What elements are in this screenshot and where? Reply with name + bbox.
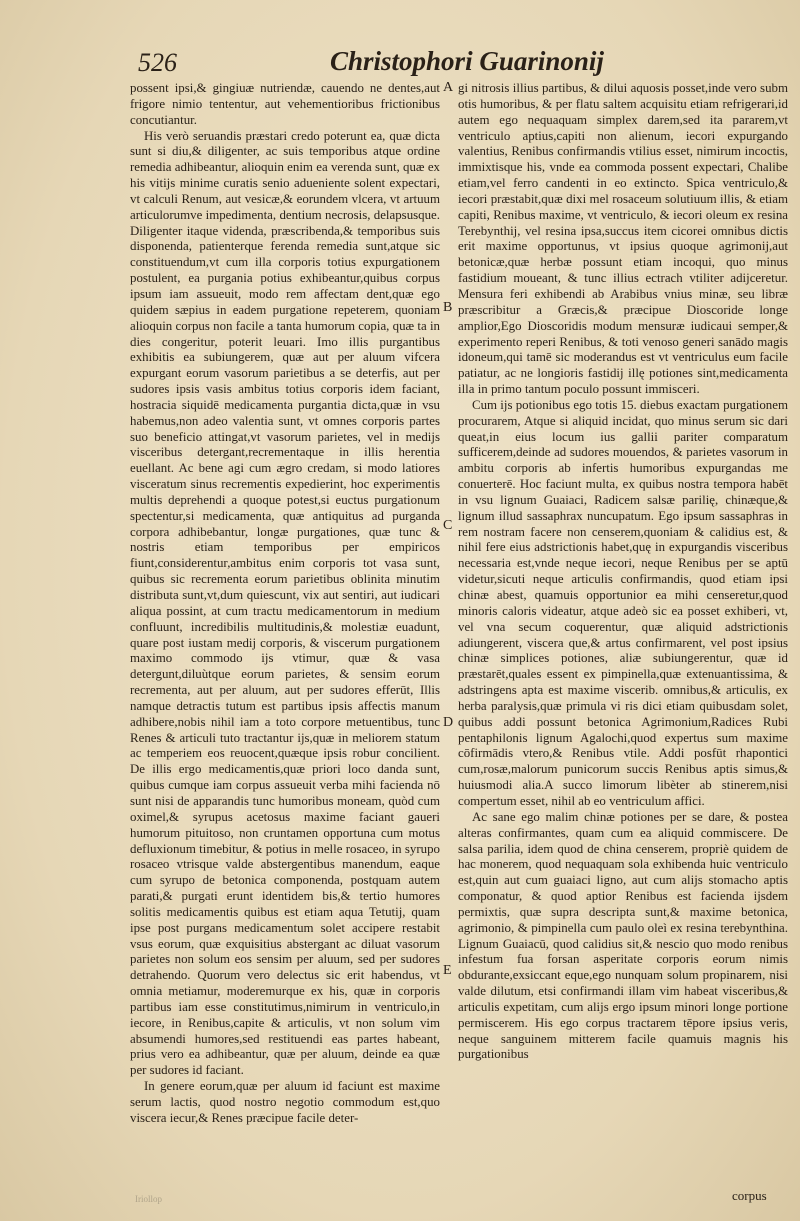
margin-letter-e: E (443, 963, 452, 978)
margin-letter-c: C (443, 518, 453, 533)
left-paragraph: In genere eorum,quæ per aluum id faciunt est maxime serum lactis, quod nostro negotio commodum est,quo viscera iecur,& Renes præcipue facile deter- (130, 1079, 440, 1125)
margin-letter-d: D (443, 715, 454, 730)
page-number: 526 (138, 48, 177, 77)
right-paragraph: Cum ijs potionibus ego totis 15. diebus exactam purgationem procurarem, Atque si aliquid incidat, quo minus serum sic dari queat,in eius locum ius gallii pariter comparatum sufficerem,deinde ad sudores mouendos, & parietes vasorum in ambitu corporis ab infertis humoribus expurgandas me conuerterē. Hoc faciunt multa, ex quibus nostra tempora habēt in vsu lignum Guaiaci, Radicem salsæ parilię, chinæque,& lignum illud sassaphrax nuncupatum. Ego ipsum sassaphras in rem nostram facere non censerem,quoniam & calidius est, & nihil fere eius adstrictionis habet,quę in expurgandis visceribus necessaria est,vnde neque iecori, neque Renibus per se aptū videtur,sicuti neque articulis confirmandis, quod etiam ipsi chinæ abest, quamuis opportunior ea mihi censeretur,quod minoris caloris videatur, atque adeò sic ea posset exhiberi, vt, vel vna secum coquerentur, quæ aliquid adstrictionis adiungerent, viscera que,& artus confirmarent, vel post ipsius chinæ simplices potiones, aliæ subiungerentur, quæ id præstarēt,quales essent ex pimpinella,quæ extenuantissima, & adstringens apta est maxime viscerib. omnibus,& articulis, ex herba paralysis,quæ primula vi ris dici etiam quibusdam solet, quibus addi possunt betonica Agrimonium,Radices Rubi pentaphilonis lignum Agalochi,quod expertus sum maxime cōfirmādis vtero,& Renibus vtile. Addi posfūt rhapontici cum,rosæ,malorum punicorum succis Renibus aptis simus,& huiusmodi alia.A succo limorum libèter ab stinerem,nisi compertum esset, nihil ab eo ventriculum affici. (458, 397, 788, 808)
left-column (130, 81, 440, 1127)
left-paragraph: His verò seruandis præstari credo poterunt ea, quæ dicta sunt si diu,& diligenter, ac suis temporibus atque ordine remedia adhibeantur, alioquin enim ea verenda sunt, quæ ex his vitijs minime curatis senio adueniente solent expectari, vt calculi Renum, aut vesicæ,& eorundem vlcera, vt artuum articulorumve impedimenta, dentium necrosis, delapsusque. Diligenter itaque videnda, præscribenda,& temporibus suis disponenda, patienterque ferenda remedia sunt,atque sic constituendum,vt cum illa corporis totius expurgationem postulent, ea purgania potius exhibeantur,quibus corpus ipsum iam assueuit, modo rem affectam dent,quæ ego quidem sæpius in eadem purgatione repeterem, quoniam alioquin corpus non facile a tanta humorum copia, quæ ta in dies congeritur, poterit leuari. Imo illis purgantibus exhibitis ea subiungerem, quæ aut per aluum vifcera expurgant eorum vasorum parietibus a se deterfis, aut per sudores ipsis vasis ambitus totius corporis idem faciant, hostracia siquidē medicamenta purgantia dicta,quæ in vsu habemus,non adeo valentia sunt, vt omnes corporis partes suo beneficio attingat,vt vasorum parietes, vel in medijs visceribus detergant,recrementaque in illis herentia euellant. Ac bene agi cum ægro credam, si modo latiores visceratum sinus recrementis expedierint, hoc experimentis multis deprehendi a quoque potest,si euctus purgationum spectentur,si medicamenta, quæ antiquitus ad purganda corpora adhibebantur, longæ purgationes, quæ tunc & nostris etiam temporibus per empiricos fiunt,considerentur,ambitus enim corporis tot vasa sunt, quibus sic recrementa eorum parietibus oblinita minutim distributa sunt,vt,dum quiescunt, vix aut sentiri, aut iudicari aliqua possint, at cum tractu medicamentorum in medium confluunt, incredibilis multitudinis,& molestiæ euadunt, quare post iustam medij corporis, & viscerum purgationem maximo commodo ijs vtimur, quæ & vasa detergunt,diluùtque eorum parietes, & sensim eorum recrementa, aut per aluum, aut per sudores efferūt, Illis namque detractis tutum est partibus ipsis affectis manum adhibere,nobis nihil iam a toto corpore metuentibus, tunc Renes & articuli tuto tractantur ijs,quæ in meliorem statum ac temperiem eos reuocent,quæque ipsis robur concilient. De illis ergo medicamentis,quæ priori loco danda sunt, quibus cumque iam corpus assueuit verba mihi facienda nō sunt nisi de apparandis tunc humoribus moneam, quòd cum oximel,& syrupus acetosus maxime faciant gaueri humorum pituitoso, non cruntamen opportuna cum motus defluxionum timebitur, & potius in melle rosaceo, in syrupo rosaceo vtrisque valde abstergentibus manendum, eaque cum syrupo de betonica componenda, postquam autem parati,& purgati erunt identidem bis,& tertio humores solitis medicamentis quibus est etiam aqua Tetutij, quam ipse post purgans medicamentum solet accipere restabit vsus eorum, quæ exquisitius abstergant ac diluat vasorum parietes non solum eos sensim per aluum, sed per sudores detrahendo. Quorum vero delectus sic erit habendus, vt omnia metiamur, moderemurque ex his, quæ in corporis partibus iam esse constitutimus,nimirum in ventriculo,in iecore, in Renibus,capite & articulis, vt non solum vim absumendi humores,sed restituendi eas partes habeant, prius vero ea adhibeantur, quæ per aluum, deinde ea quæ per sudores id faciant. (130, 128, 440, 1078)
catchword: corpus (732, 1188, 767, 1203)
running-head: Christophori Guarinonij (330, 46, 604, 76)
margin-letter-b: B (443, 300, 453, 315)
left-paragraph: possent ipsi,& gingiuæ nutriendæ, cauendo ne dentes,aut frigore nimio tententur, aut vehementioribus frictionibus concutiantur. (130, 81, 440, 127)
library-stamp: Iriollop (135, 1194, 162, 1204)
right-paragraph: gi nitrosis illius partibus, & dilui aquosis posset,inde vero subm otis humoribus, & per flatu saltem acquisitu etiam refrigerari,id autem ego nequaquam simplex darem,sed ita pararem,vt ventriculo aptius,capiti non alienum, iecori expurgando valentius, Renibus confirmandis vtilius esset, nimirum incoctis, immixtisque his, vnde ea commoda possent expectari, Chalibe etiam,vel ferro candenti in eo extincto. Spica ventriculo,& iecori præstabit,quæ dixi mel rosaceum solutiuum illis, & etiam capiti, Renibus maxime, vt ventriculo, & iecori oleum ex resina Terebynthij, vel resina ipsa,succus item cicorei omnibus dictis erit maxime opportunus, vt ipsius quoque agrimonij,aut betonicæ,quæ herbæ possunt etiam incoqui, quo minus fastidium moueant, & tunc illius ectrach vtiliter adijceretur. Mensura feri exhibendi ab Arabibus vnius minæ, seu libræ præscribitur a Græcis,& præcipue Dioscoride longe amplior,Ego Dioscoridis modum mensuræ iudicaui semper,& experimento reperi Renibus, & toti venoso generi sanādo magis idoneum,qui tamē sic moderandus est vt ventriculus eum facile patiatur, ac ne longioris fastidij illę potiones sint,medicamenta illa in primo tantum poculo possunt immisceri. (458, 81, 788, 397)
right-column (458, 81, 788, 1063)
right-paragraph: Ac sane ego malim chinæ potiones per se dare, & postea alteras confirmantes, quam cum ea aliquid commiscere. De salsa parilia, idem quod de china censerem, propriè quidem de hac monerem, quod nequaquam sola exhibenda huic ventriculo est,quin aut cum guaiaci ligno, aut cum alijs stomacho aptis componatur, & quod aptior Renibus est facienda ijsdem permixtis, quæ supra descripta sunt,& maxime betonica, agrimonio, & pimpinella cum paulo oleì ex resina terebynthina. Lignum Guaiacū, quod calidius sit,& nescio quo modo renibus infestum fua forsan asperitate corporis eorum nimis obdurante,exsiccant eque,ego nunquam solum propinarem, nisi valde dilutum, etsi confirmandi illam vim habeat visceribus,& articulis expetitam, cum alijs ergo ipsum minori longe portione permiscerem. His ego corpus tractarem tēpore ipsius veris, neque sanguinem mitterem facile quamuis magnis his purgationibus (458, 809, 788, 1062)
margin-letter-a: A (443, 80, 454, 95)
